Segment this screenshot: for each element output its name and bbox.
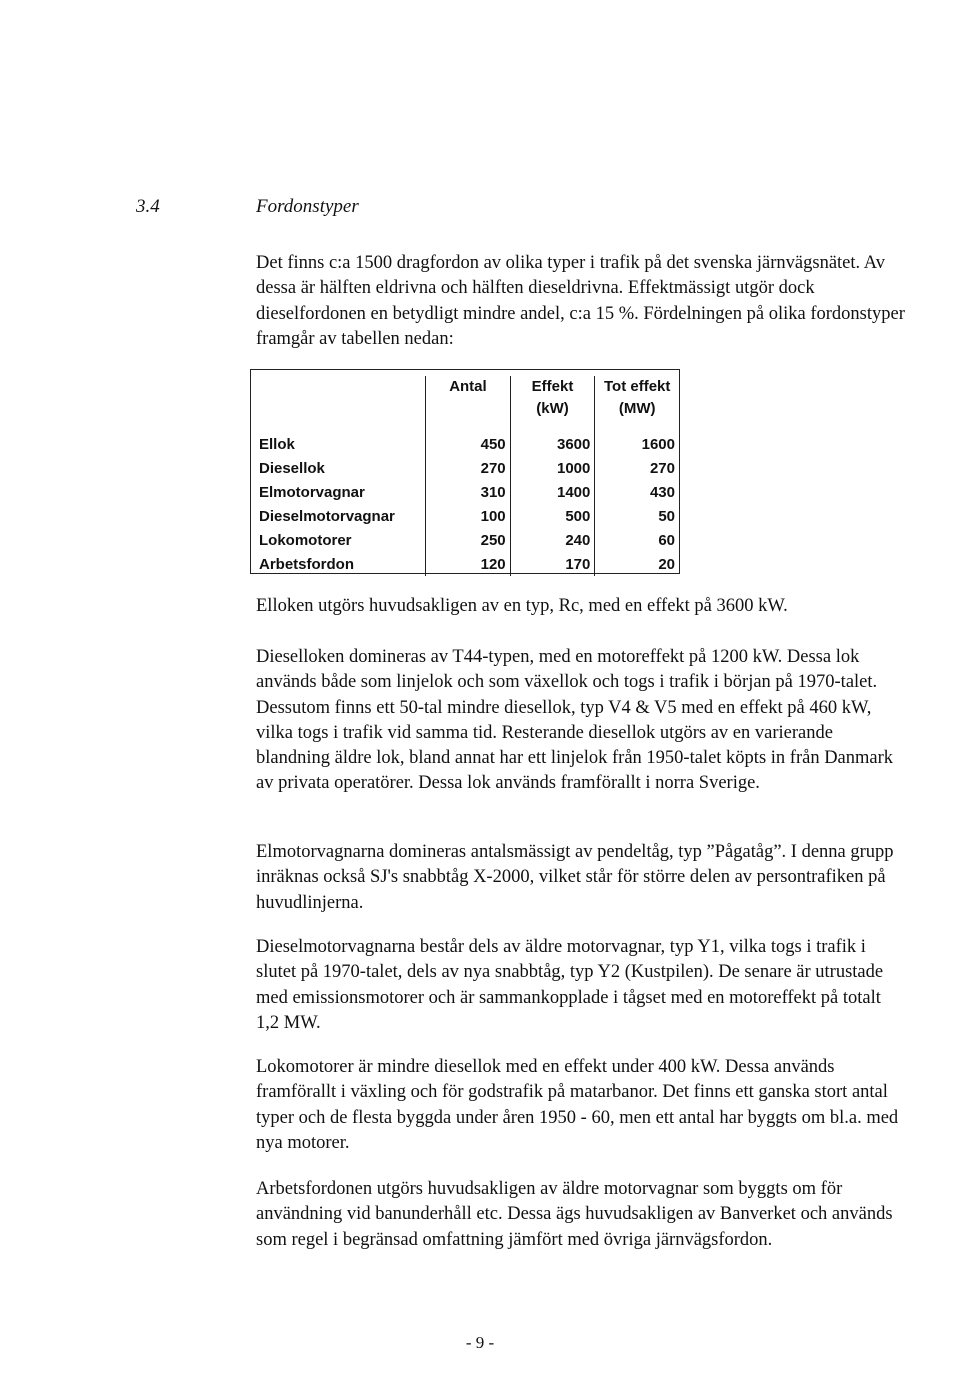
cell-antal: 310 (426, 480, 510, 504)
paragraph-arbetsfordon: Arbetsfordonen utgörs huvudsakligen av äldre motorvagnar som byggts om för användning vid banunderhåll etc. Dessa ägs huvudsakligen av Banverket och används som regel i begränsad omfattning jämfört med övriga järnvägsfordon. (256, 1179, 893, 1250)
vehicle-table-frame (250, 369, 680, 574)
cell-tot: 270 (595, 456, 679, 480)
paragraph-ellok: Elloken utgörs huvudsakligen av en typ, Rc, med en effekt på 3600 kW. (256, 596, 788, 616)
cell-antal: 450 (426, 432, 510, 456)
paragraph-dieselmotorvagnar: Dieselmotorvagnarna består dels av äldre motorvagnar, typ Y1, vilka togs i trafik i slutet på 1970-talet, dels av nya snabbtåg, typ Y2 (Kustpilen). De senare är utrustade med emissionsmotorer och är sammankopplade i tågset med en motoreffekt på totalt 1,2 MW. (256, 937, 884, 1033)
table-row (257, 480, 679, 504)
cell-tot: 50 (595, 504, 679, 528)
cell-antal: 250 (426, 528, 510, 552)
table-row (257, 552, 679, 576)
cell-tot: 20 (595, 552, 679, 576)
row-label: Lokomotorer (259, 531, 352, 549)
section-title: Fordonstyper (256, 196, 359, 217)
paragraph-elmotorvagnar: Elmotorvagnarna domineras antalsmässigt av pendeltåg, typ ”Pågatåg”. I denna grupp inräknas också SJ's snabbtåg X-2000, vilket står för större delen av persontrafiken på huvudlinjerna. (256, 842, 894, 913)
header-tot-effekt: Tot effekt (MW) (595, 376, 679, 432)
cell-effekt: 170 (510, 552, 595, 576)
table-header-row (257, 376, 679, 432)
cell-effekt: 1000 (510, 456, 595, 480)
cell-antal: 270 (426, 456, 510, 480)
row-label: Diesellok (259, 459, 325, 477)
row-label: Arbetsfordon (259, 555, 354, 573)
intro-paragraph: Det finns c:a 1500 dragfordon av olika typer i trafik på det svenska järnvägsnätet. Av dessa är hälften eldrivna och hälften dieseldrivna. Effektmässigt utgör dock dieselfordonen en betydligt mindre andel, c:a 15 %. Fördelningen på olika fordonstyper framgår av tabellen nedan: (256, 253, 905, 349)
cell-effekt: 240 (510, 528, 595, 552)
paragraph-lokomotorer: Lokomotorer är mindre diesellok med en effekt under 400 kW. Dessa används framförallt i växling och för godstrafik på matarbanor. Det finns ett ganska stort antal typer och de flesta byggda under åren 1950 - 60, men ett antal har byggts om bl.a. med nya motorer. (256, 1057, 899, 1153)
paragraph-diesellok: Dieselloken domineras av T44-typen, med en motoreffekt på 1200 kW. Dessa lok används både som linjelok och som växellok och togs i trafik i början på 1970-talet. Dessutom finns ett 50-tal mindre diesellok, typ V4 & V5 med en effekt på 460 kW, vilka togs i trafik vid samma tid. Resterande diesellok utgörs av en varierande blandning äldre lok, bland annat har ett linjelok från 1950-talet köpts in från Danmark av privata operatörer. Dessa lok används framförallt i norra Sverige. (256, 647, 894, 794)
table-row (257, 432, 679, 456)
page-number: - 9 - (465, 1333, 495, 1352)
cell-antal: 120 (426, 552, 510, 576)
cell-effekt: 3600 (510, 432, 595, 456)
table-row (257, 528, 679, 552)
row-label: Ellok (259, 435, 295, 453)
vehicle-table (257, 376, 679, 576)
header-effekt: Effekt (kW) (510, 376, 595, 432)
row-label: Dieselmotorvagnar (259, 507, 395, 525)
header-antal: Antal (426, 376, 510, 432)
cell-effekt: 500 (510, 504, 595, 528)
section-number: 3.4 (136, 196, 160, 217)
table-header-empty (257, 376, 426, 432)
row-label: Elmotorvagnar (259, 483, 365, 501)
table-row (257, 504, 679, 528)
table-row (257, 456, 679, 480)
cell-tot: 60 (595, 528, 679, 552)
cell-tot: 430 (595, 480, 679, 504)
cell-tot: 1600 (595, 432, 679, 456)
cell-effekt: 1400 (510, 480, 595, 504)
cell-antal: 100 (426, 504, 510, 528)
